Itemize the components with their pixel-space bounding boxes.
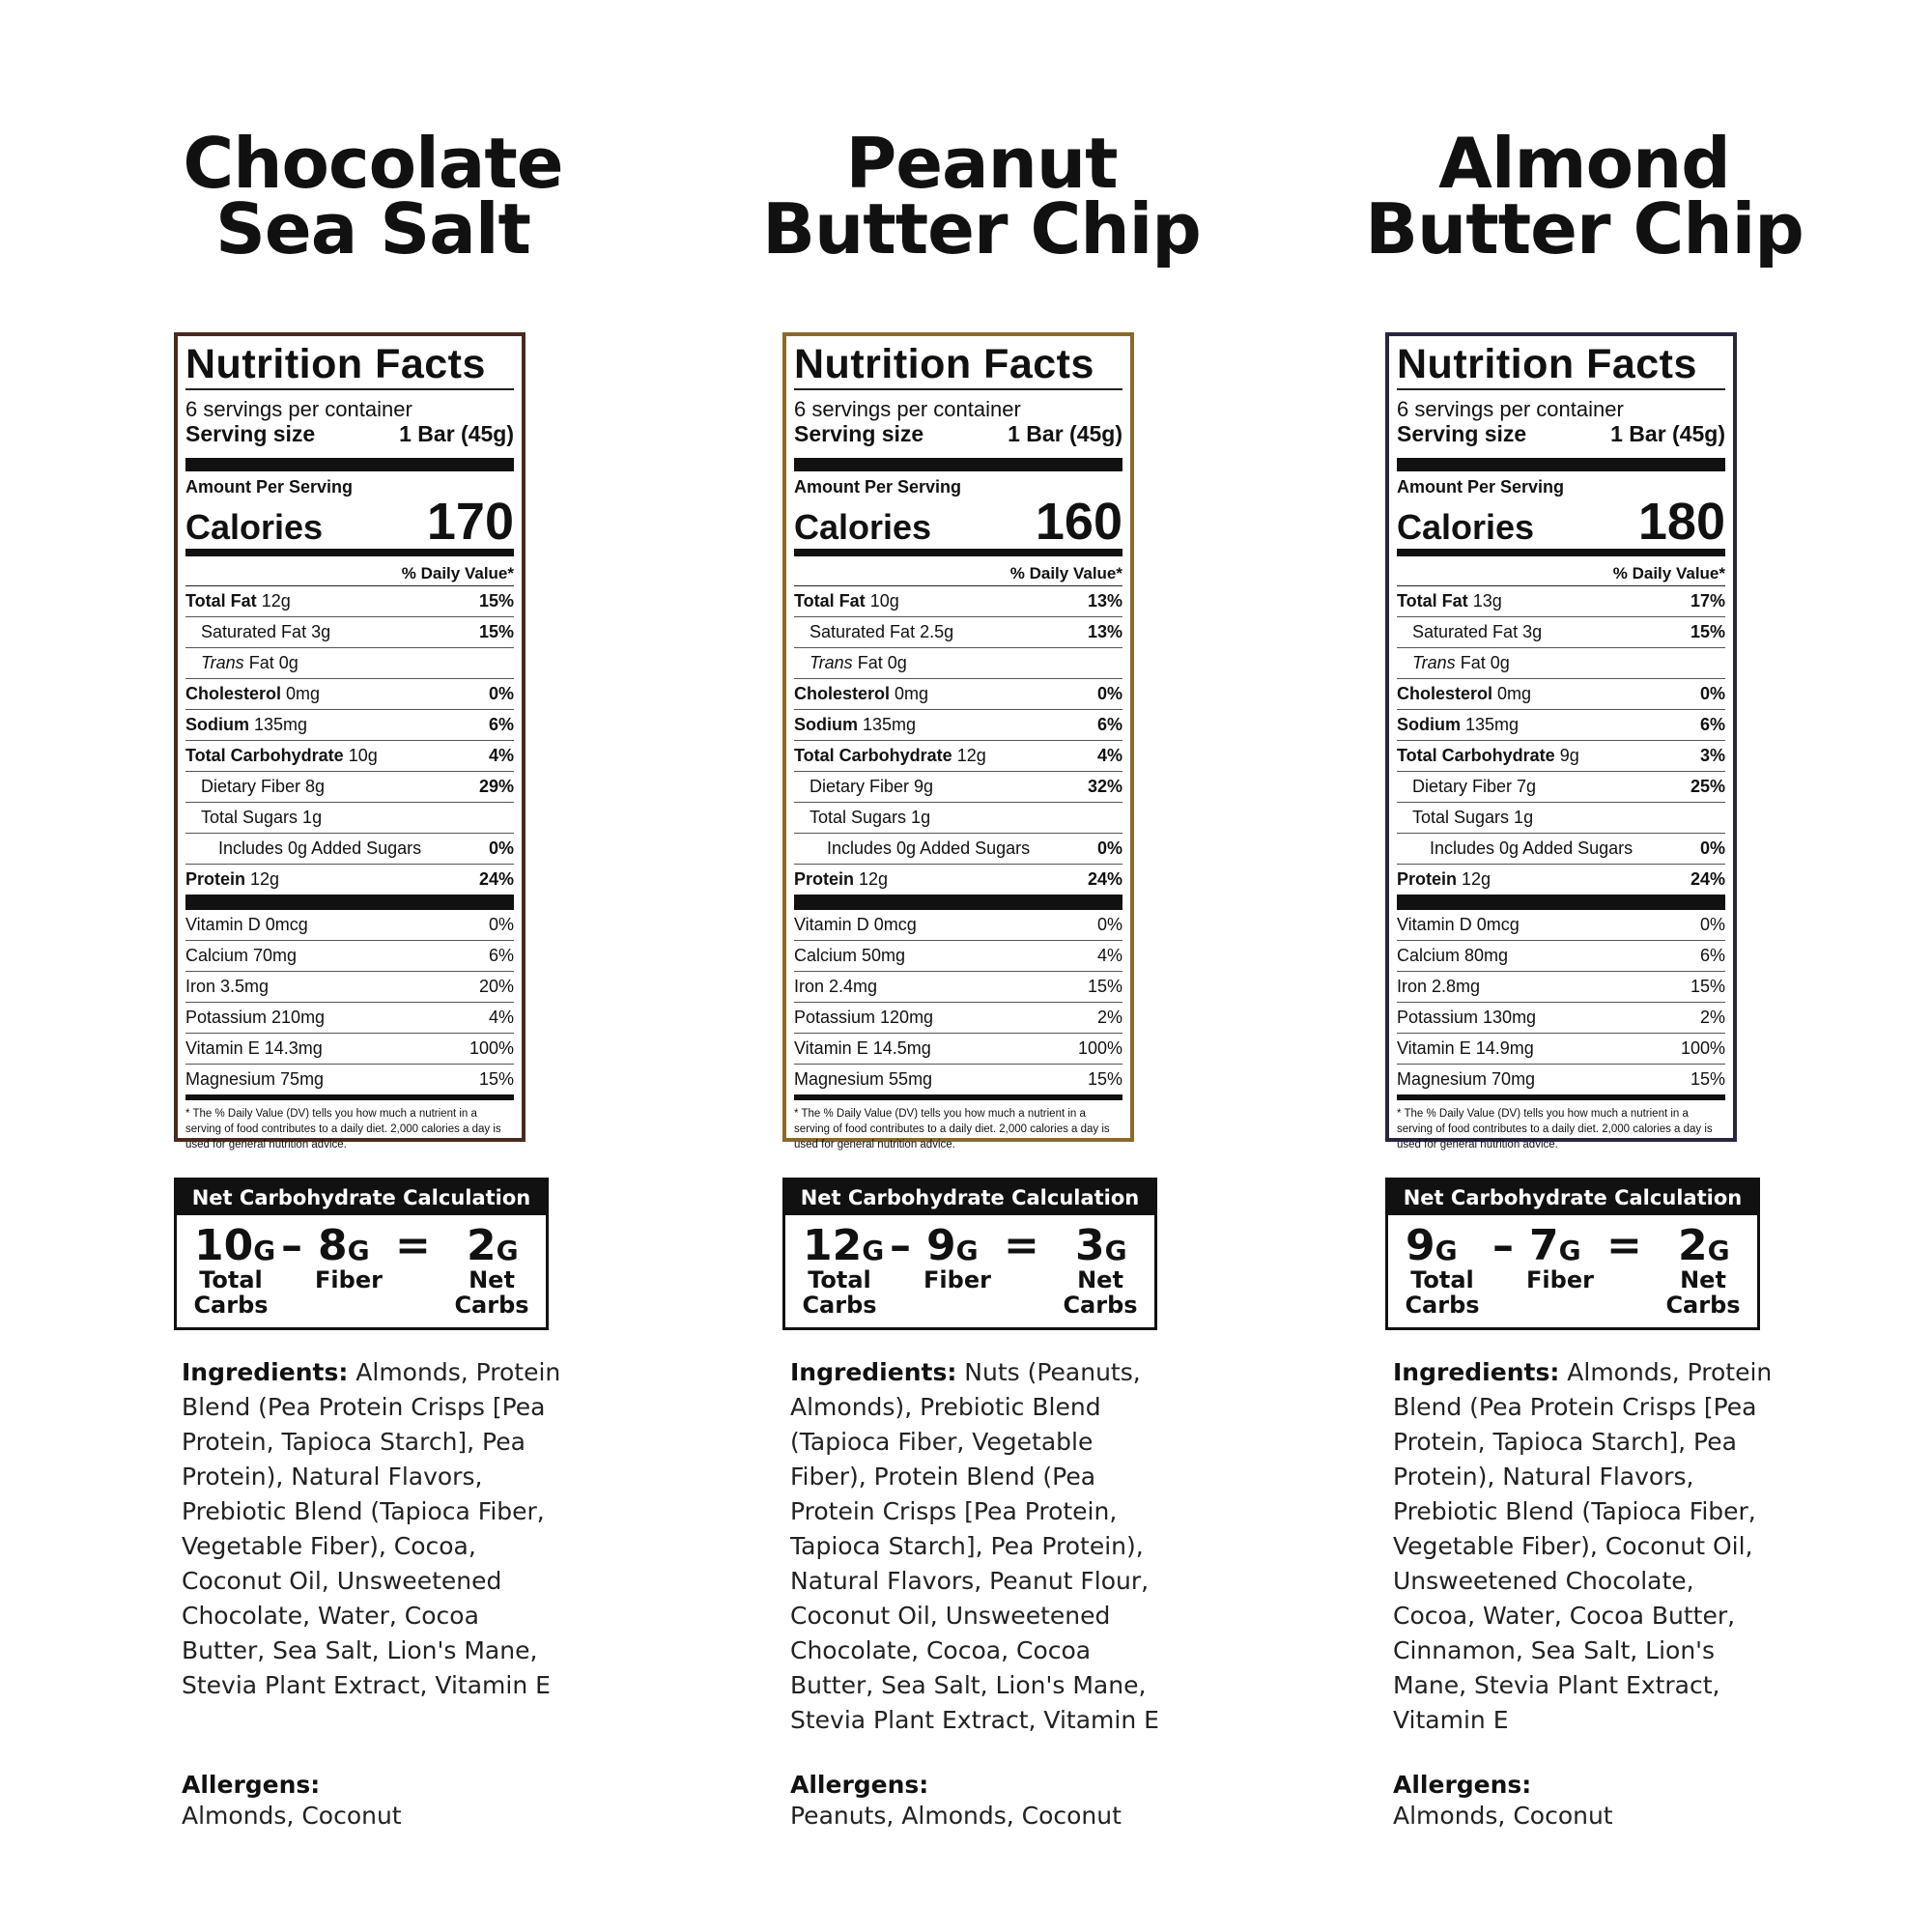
calories-row: [185, 493, 514, 556]
minus-sign: –: [1492, 1221, 1514, 1270]
net-carb-body: [785, 1215, 1154, 1327]
saturated-fat-pct: 13%: [1087, 622, 1122, 641]
nutrition-facts-heading: Nutrition Facts: [185, 342, 514, 390]
ingredients-label: Ingredients:: [182, 1358, 349, 1386]
cholesterol-pct: 0%: [1096, 684, 1122, 703]
magnesium-pct: 15%: [1087, 1069, 1122, 1089]
product-title-line2: Butter Chip: [1365, 188, 1804, 270]
servings-per-container: 6 servings per container: [794, 397, 1021, 421]
total-carbs-value: 10G: [194, 1221, 276, 1270]
vitamin-d-row: [794, 910, 1122, 941]
daily-value-footnote: * The % Daily Value (DV) tells you how much a nutrient in a serving of food contributes to a daily diet. 2,000 calories a day is used for general nutrition advice.: [794, 1108, 1110, 1151]
vitamin-d-label: Vitamin D 0mcg: [794, 915, 917, 934]
vitamin-e-row: [794, 1034, 1122, 1065]
saturated-fat-pct: 15%: [478, 622, 514, 641]
vitamin-d-label: Vitamin D 0mcg: [185, 915, 308, 934]
product-column: [1333, 0, 1835, 1932]
added-sugars-row: [794, 834, 1122, 865]
product-column: [122, 0, 624, 1932]
net-carbs-label: Net Carbs: [454, 1266, 529, 1319]
iron-label: Iron 2.4mg: [794, 977, 878, 996]
calories-row: [1397, 493, 1725, 556]
calcium-label: Calcium 80mg: [1397, 946, 1509, 965]
sodium-label: Sodium: [185, 715, 249, 734]
total-carbohydrate-pct: 3%: [1699, 746, 1725, 765]
protein-pct: 24%: [478, 869, 514, 889]
net-carb-heading: Net Carbohydrate Calculation: [1388, 1180, 1757, 1215]
vitamin-e-row: [1397, 1034, 1725, 1065]
dietary-fiber-row: [185, 772, 514, 803]
net-carb-calculation: [1385, 1178, 1760, 1330]
calcium-pct: 4%: [1096, 946, 1122, 965]
total-fat-pct: 17%: [1690, 591, 1725, 611]
calories-value: 180: [1637, 493, 1725, 551]
vitamin-e-pct: 100%: [1077, 1038, 1122, 1058]
total-carbohydrate-amount: 12g: [956, 746, 986, 765]
fiber-value: 8G: [318, 1221, 370, 1270]
total-fat-label: Total Fat: [185, 591, 257, 611]
total-carbs-value: 9G: [1406, 1221, 1458, 1270]
vitamin-e-pct: 100%: [1680, 1038, 1725, 1058]
dietary-fiber-row: [1397, 772, 1725, 803]
allergens-label: Allergens:: [790, 1771, 929, 1799]
ingredients: [790, 1355, 1177, 1738]
net-carbs-label: Net Carbs: [1665, 1266, 1741, 1319]
iron-label: Iron 3.5mg: [185, 977, 270, 996]
potassium-label: Potassium 210mg: [185, 1008, 326, 1027]
servings-per-container: 6 servings per container: [185, 397, 412, 421]
vitamin-d-pct: 0%: [488, 915, 514, 934]
calcium-label: Calcium 50mg: [794, 946, 906, 965]
magnesium-row: [1397, 1065, 1725, 1100]
daily-value-header: % Daily Value*: [185, 562, 514, 586]
net-carb-body: [1388, 1215, 1757, 1327]
ingredients-label: Ingredients:: [790, 1358, 957, 1386]
total-fat-row: [185, 586, 514, 617]
amount-per-serving: Amount Per Serving: [794, 477, 962, 497]
sodium-label: Sodium: [794, 715, 858, 734]
thick-divider: [794, 895, 1122, 910]
amount-per-serving: Amount Per Serving: [185, 477, 354, 497]
thick-divider: [185, 895, 514, 910]
potassium-row: [185, 1003, 514, 1034]
allergens-label: Allergens:: [1393, 1771, 1532, 1799]
cholesterol-amount: 0mg: [286, 684, 321, 703]
total-fat-pct: 13%: [1087, 591, 1122, 611]
serving-size-row: [1397, 421, 1725, 446]
trans-fat-label: Trans: [810, 653, 853, 672]
serving-size-row: [185, 421, 514, 446]
potassium-label: Potassium 120mg: [794, 1008, 934, 1027]
serving-size-value: 1 Bar (45g): [1610, 421, 1725, 446]
net-carb-body: [177, 1215, 546, 1327]
net-carb-calculation: [782, 1178, 1157, 1330]
added-sugars-label: Includes 0g Added Sugars: [218, 838, 422, 858]
added-sugars-pct: 0%: [1096, 838, 1122, 858]
vitamin-e-label: Vitamin E 14.3mg: [185, 1038, 323, 1058]
calories-label: Calories: [1397, 507, 1535, 547]
product-title-line2: Sea Salt: [215, 188, 530, 270]
amount-per-serving: Amount Per Serving: [1397, 477, 1565, 497]
ingredients: [182, 1355, 568, 1703]
added-sugars-row: [185, 834, 514, 865]
nutrition-facts-panel: [174, 332, 526, 1151]
ingredients-text: Almonds, Protein Blend (Pea Protein Crisps [Pea Protein, Tapioca Starch], Pea Protein), Natural Flavors, Prebiotic Blend (Tapioca Fiber, Vegetable Fiber), Coconut Oil, Unsweetened Chocolate, Cocoa, Water, Cocoa Butter, Cinnamon, Sea Salt, Lion's Mane, Stevia Plant Extract, Vitamin E: [1393, 1358, 1773, 1734]
iron-row: [185, 972, 514, 1003]
net-carb-calculation: [174, 1178, 549, 1330]
cholesterol-label: Cholesterol: [1397, 684, 1493, 703]
trans-fat-row: [794, 648, 1122, 679]
fiber-value: 7G: [1529, 1221, 1581, 1270]
total-carbohydrate-amount: 10g: [348, 746, 378, 765]
cholesterol-pct: 0%: [488, 684, 514, 703]
saturated-fat-row: [1397, 617, 1725, 648]
allergens-text: Almonds, Coconut: [182, 1802, 402, 1830]
iron-pct: 15%: [1690, 977, 1725, 996]
total-carbohydrate-pct: 4%: [488, 746, 514, 765]
product-title-line1: Peanut: [845, 123, 1118, 204]
calcium-row: [794, 941, 1122, 972]
calories-value: 160: [1035, 493, 1122, 551]
sodium-pct: 6%: [1096, 715, 1122, 734]
calories-label: Calories: [185, 507, 324, 547]
sodium-row: [794, 710, 1122, 741]
magnesium-pct: 15%: [1690, 1069, 1725, 1089]
cholesterol-row: [1397, 679, 1725, 710]
total-carbohydrate-row: [1397, 741, 1725, 772]
trans-fat-amount: Fat 0g: [1460, 653, 1510, 672]
serving-size-label: Serving size: [794, 421, 924, 446]
minus-sign: –: [281, 1221, 302, 1270]
total-carbohydrate-label: Total Carbohydrate: [794, 746, 952, 765]
product-title-line1: Almond: [1438, 123, 1730, 204]
calories-value: 170: [426, 493, 514, 551]
total-carbohydrate-amount: 9g: [1559, 746, 1579, 765]
nutrition-facts-heading: Nutrition Facts: [794, 342, 1122, 390]
fiber-label: Fiber: [315, 1266, 383, 1293]
product-title-line1: Chocolate: [183, 123, 563, 204]
vitamin-d-pct: 0%: [1096, 915, 1122, 934]
protein-row: [1397, 865, 1725, 895]
total-carbohydrate-row: [794, 741, 1122, 772]
magnesium-row: [185, 1065, 514, 1100]
trans-fat-label: Trans: [1412, 653, 1456, 672]
potassium-pct: 2%: [1699, 1008, 1725, 1027]
sodium-pct: 6%: [1699, 715, 1725, 734]
allergens-label: Allergens:: [182, 1771, 321, 1799]
dietary-fiber-row: [794, 772, 1122, 803]
sodium-amount: 135mg: [1465, 715, 1520, 734]
total-fat-amount: 12g: [261, 591, 291, 611]
cholesterol-amount: 0mg: [1497, 684, 1532, 703]
total-sugars-row: [1397, 803, 1725, 834]
sodium-amount: 135mg: [863, 715, 917, 734]
net-carbs-value: 2G: [467, 1221, 519, 1270]
nutrition-facts-heading: Nutrition Facts: [1397, 342, 1725, 390]
daily-value-header: % Daily Value*: [1397, 562, 1725, 586]
vitamin-d-pct: 0%: [1699, 915, 1725, 934]
product-title: [730, 123, 1233, 270]
vitamin-e-label: Vitamin E 14.5mg: [794, 1038, 931, 1058]
net-carbs-label: Net Carbs: [1063, 1266, 1138, 1319]
total-sugars-row: [185, 803, 514, 834]
vitamin-e-pct: 100%: [469, 1038, 514, 1058]
total-fat-row: [1397, 586, 1725, 617]
vitamin-d-label: Vitamin D 0mcg: [1397, 915, 1520, 934]
added-sugars-label: Includes 0g Added Sugars: [1430, 838, 1634, 858]
calcium-row: [185, 941, 514, 972]
magnesium-label: Magnesium 55mg: [794, 1069, 933, 1089]
trans-fat-row: [185, 648, 514, 679]
total-sugars-row: [794, 803, 1122, 834]
total-carbohydrate-label: Total Carbohydrate: [185, 746, 344, 765]
trans-fat-label: Trans: [201, 653, 244, 672]
protein-row: [185, 865, 514, 895]
vitamin-e-label: Vitamin E 14.9mg: [1397, 1038, 1534, 1058]
sodium-pct: 6%: [488, 715, 514, 734]
equals-sign: =: [1004, 1221, 1039, 1270]
magnesium-label: Magnesium 75mg: [185, 1069, 325, 1089]
ingredients-text: Almonds, Protein Blend (Pea Protein Crisps [Pea Protein, Tapioca Starch], Pea Protein), Natural Flavors, Prebiotic Blend (Tapioca Fiber, Vegetable Fiber), Cocoa, Coconut Oil, Unsweetened Chocolate, Water, Cocoa Butter, Sea Salt, Lion's Mane, Stevia Plant Extract, Vitamin E: [182, 1358, 561, 1699]
dietary-fiber-pct: 25%: [1690, 777, 1725, 796]
protein-label: Protein: [185, 869, 246, 889]
calcium-pct: 6%: [488, 946, 514, 965]
total-fat-row: [794, 586, 1122, 617]
total-fat-label: Total Fat: [794, 591, 866, 611]
added-sugars-pct: 0%: [488, 838, 514, 858]
dietary-fiber-label: Dietary Fiber 8g: [201, 777, 326, 796]
total-sugars-label: Total Sugars 1g: [1412, 808, 1534, 827]
potassium-pct: 4%: [488, 1008, 514, 1027]
ingredients-label: Ingredients:: [1393, 1358, 1560, 1386]
fiber-value: 9G: [926, 1221, 979, 1270]
cholesterol-row: [185, 679, 514, 710]
equals-sign: =: [395, 1221, 431, 1270]
calories-row: [794, 493, 1122, 556]
daily-value-header: % Daily Value*: [794, 562, 1122, 586]
protein-label: Protein: [1397, 869, 1458, 889]
potassium-pct: 2%: [1096, 1008, 1122, 1027]
protein-amount: 12g: [250, 869, 280, 889]
product-title-line2: Butter Chip: [762, 188, 1201, 270]
daily-value-footnote: * The % Daily Value (DV) tells you how much a nutrient in a serving of food contributes to a daily diet. 2,000 calories a day is used for general nutrition advice.: [1397, 1108, 1713, 1151]
thick-divider: [185, 458, 514, 471]
protein-pct: 24%: [1690, 869, 1725, 889]
vitamin-e-row: [185, 1034, 514, 1065]
daily-value-footnote: * The % Daily Value (DV) tells you how much a nutrient in a serving of food contributes to a daily diet. 2,000 calories a day is used for general nutrition advice.: [185, 1108, 501, 1151]
serving-size-label: Serving size: [185, 421, 316, 446]
thick-divider: [1397, 895, 1725, 910]
total-fat-amount: 10g: [869, 591, 899, 611]
total-carbohydrate-pct: 4%: [1096, 746, 1122, 765]
iron-row: [1397, 972, 1725, 1003]
added-sugars-label: Includes 0g Added Sugars: [827, 838, 1031, 858]
nutrition-facts-panel: [782, 332, 1134, 1151]
fiber-label: Fiber: [1526, 1266, 1594, 1293]
total-sugars-label: Total Sugars 1g: [810, 808, 931, 827]
cholesterol-pct: 0%: [1699, 684, 1725, 703]
total-fat-amount: 13g: [1472, 591, 1502, 611]
sodium-row: [1397, 710, 1725, 741]
cholesterol-amount: 0mg: [895, 684, 929, 703]
added-sugars-row: [1397, 834, 1725, 865]
cholesterol-label: Cholesterol: [794, 684, 891, 703]
total-sugars-label: Total Sugars 1g: [201, 808, 323, 827]
saturated-fat-row: [794, 617, 1122, 648]
protein-pct: 24%: [1087, 869, 1122, 889]
saturated-fat-label: Saturated Fat 3g: [1412, 622, 1543, 641]
product-title: [122, 123, 624, 270]
added-sugars-pct: 0%: [1699, 838, 1725, 858]
saturated-fat-label: Saturated Fat 3g: [201, 622, 331, 641]
calories-label: Calories: [794, 507, 932, 547]
iron-label: Iron 2.8mg: [1397, 977, 1481, 996]
net-carb-heading: Net Carbohydrate Calculation: [177, 1180, 546, 1215]
protein-amount: 12g: [859, 869, 889, 889]
saturated-fat-label: Saturated Fat 2.5g: [810, 622, 954, 641]
protein-label: Protein: [794, 869, 855, 889]
allergens-text: Peanuts, Almonds, Coconut: [790, 1802, 1122, 1830]
trans-fat-row: [1397, 648, 1725, 679]
fiber-label: Fiber: [923, 1266, 991, 1293]
calcium-row: [1397, 941, 1725, 972]
saturated-fat-row: [185, 617, 514, 648]
iron-row: [794, 972, 1122, 1003]
potassium-label: Potassium 130mg: [1397, 1008, 1537, 1027]
cholesterol-row: [794, 679, 1122, 710]
total-carbohydrate-row: [185, 741, 514, 772]
serving-size-row: [794, 421, 1122, 446]
nutrition-facts-panel: [1385, 332, 1737, 1151]
dietary-fiber-pct: 32%: [1087, 777, 1122, 796]
trans-fat-amount: Fat 0g: [857, 653, 907, 672]
total-carbs-label: Total Carbs: [1405, 1266, 1480, 1319]
total-carbs-label: Total Carbs: [802, 1266, 877, 1319]
magnesium-pct: 15%: [478, 1069, 514, 1089]
total-fat-pct: 15%: [478, 591, 514, 611]
serving-size-label: Serving size: [1397, 421, 1527, 446]
equals-sign: =: [1606, 1221, 1642, 1270]
sodium-amount: 135mg: [254, 715, 308, 734]
potassium-row: [794, 1003, 1122, 1034]
dietary-fiber-label: Dietary Fiber 9g: [810, 777, 934, 796]
net-carb-heading: Net Carbohydrate Calculation: [785, 1180, 1154, 1215]
dietary-fiber-label: Dietary Fiber 7g: [1412, 777, 1537, 796]
total-carbohydrate-label: Total Carbohydrate: [1397, 746, 1555, 765]
thick-divider: [1397, 458, 1725, 471]
vitamin-d-row: [185, 910, 514, 941]
total-carbs-label: Total Carbs: [193, 1266, 269, 1319]
sodium-label: Sodium: [1397, 715, 1461, 734]
magnesium-row: [794, 1065, 1122, 1100]
product-title: [1333, 123, 1835, 270]
product-column: [730, 0, 1233, 1932]
ingredients: [1393, 1355, 1779, 1738]
iron-pct: 15%: [1087, 977, 1122, 996]
servings-per-container: 6 servings per container: [1397, 397, 1624, 421]
serving-size-value: 1 Bar (45g): [1008, 421, 1122, 446]
thick-divider: [794, 458, 1122, 471]
iron-pct: 20%: [478, 977, 514, 996]
sodium-row: [185, 710, 514, 741]
allergens-text: Almonds, Coconut: [1393, 1802, 1613, 1830]
potassium-row: [1397, 1003, 1725, 1034]
ingredients-text: Nuts (Peanuts, Almonds), Prebiotic Blend (Tapioca Fiber, Vegetable Fiber), Protein Blend (Pea Protein Crisps [Pea Protein, Tapioca Starch], Pea Protein), Natural Flavors, Peanut Flour, Coconut Oil, Unsweetened Chocolate, Cocoa, Cocoa Butter, Sea Salt, Lion's Mane, Stevia Plant Extract, Vitamin E: [790, 1358, 1159, 1734]
dietary-fiber-pct: 29%: [478, 777, 514, 796]
calcium-pct: 6%: [1699, 946, 1725, 965]
protein-amount: 12g: [1462, 869, 1492, 889]
magnesium-label: Magnesium 70mg: [1397, 1069, 1536, 1089]
total-carbs-value: 12G: [803, 1221, 885, 1270]
cholesterol-label: Cholesterol: [185, 684, 282, 703]
total-fat-label: Total Fat: [1397, 591, 1468, 611]
vitamin-d-row: [1397, 910, 1725, 941]
protein-row: [794, 865, 1122, 895]
calcium-label: Calcium 70mg: [185, 946, 298, 965]
net-carbs-value: 2G: [1678, 1221, 1730, 1270]
saturated-fat-pct: 15%: [1690, 622, 1725, 641]
net-carbs-value: 3G: [1075, 1221, 1127, 1270]
trans-fat-amount: Fat 0g: [248, 653, 298, 672]
minus-sign: –: [890, 1221, 911, 1270]
serving-size-value: 1 Bar (45g): [399, 421, 514, 446]
